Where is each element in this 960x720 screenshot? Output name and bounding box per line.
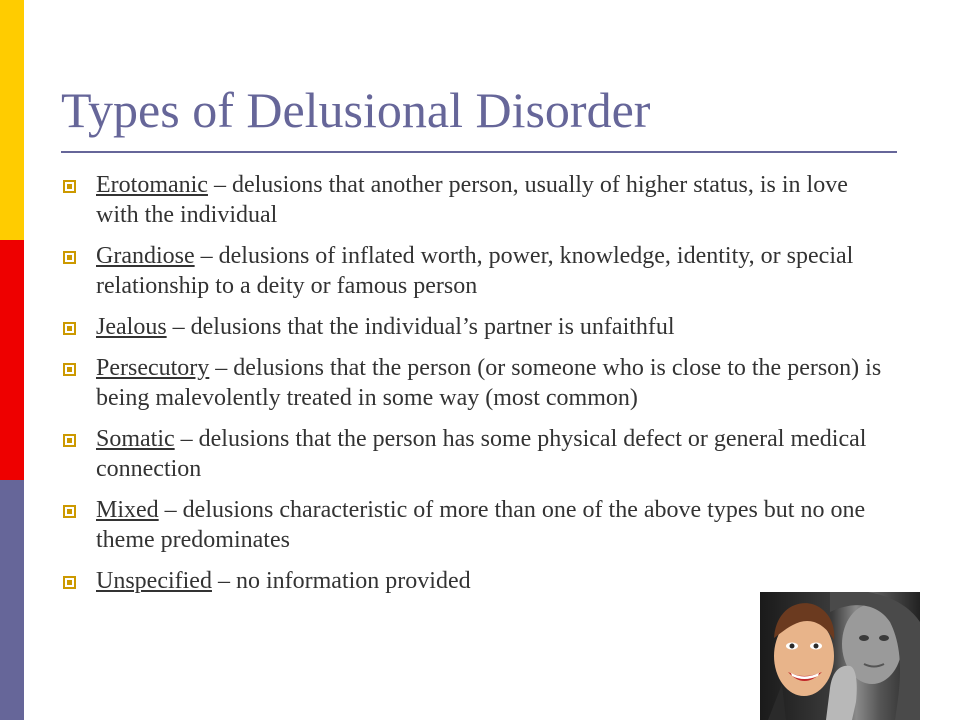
bullet-square-icon: [63, 434, 76, 447]
masked-face-photo: [760, 592, 920, 720]
bullet-term: Erotomanic: [96, 172, 208, 198]
bullet-square-icon: [63, 251, 76, 264]
bullet-term: Persecutory: [96, 355, 210, 381]
bullet-square-icon: [63, 322, 76, 335]
bullet-item-grandiose: [61, 241, 893, 301]
bullet-list: [61, 170, 893, 607]
bullet-square-icon: [63, 180, 76, 193]
bullet-term: Jealous: [96, 314, 167, 340]
slide-title: Types of Delusional Disorder: [61, 82, 651, 138]
bullet-item-somatic: [61, 424, 893, 484]
bullet-item-persecutory: [61, 353, 893, 413]
bullet-text: – no information provided: [211, 568, 471, 594]
bullet-item-erotomanic: [61, 170, 893, 230]
bullet-square-icon: [63, 363, 76, 376]
bullet-term: Somatic: [96, 426, 175, 452]
bullet-text: – delusions that the individual’s partner is unfaithful: [166, 314, 675, 340]
bullet-term: Mixed: [96, 497, 159, 523]
bullet-term: Unspecified: [96, 568, 212, 594]
masked-face-photo-icon: [760, 592, 920, 720]
bullet-item-mixed: [61, 495, 893, 555]
bullet-square-icon: [63, 505, 76, 518]
bullet-text: – delusions that the person (or someone who is close to the person) is being malevolently treated in some way (most common): [96, 355, 882, 411]
bullet-term: Grandiose: [96, 243, 195, 269]
bullet-text: – delusions characteristic of more than one of the above types but no one theme predominates: [96, 497, 866, 553]
side-bar-purple: [0, 480, 24, 720]
side-bar-yellow: [0, 0, 24, 240]
bullet-text: – delusions of inflated worth, power, knowledge, identity, or special relationship to a deity or famous person: [96, 243, 854, 299]
title-divider: [61, 151, 897, 153]
bullet-text: – delusions that the person has some physical defect or general medical connection: [96, 426, 867, 482]
bullet-item-jealous: [61, 312, 893, 342]
bullet-square-icon: [63, 576, 76, 589]
side-bar-red: [0, 240, 24, 480]
bullet-text: – delusions that another person, usually of higher status, is in love with the individual: [96, 172, 848, 228]
